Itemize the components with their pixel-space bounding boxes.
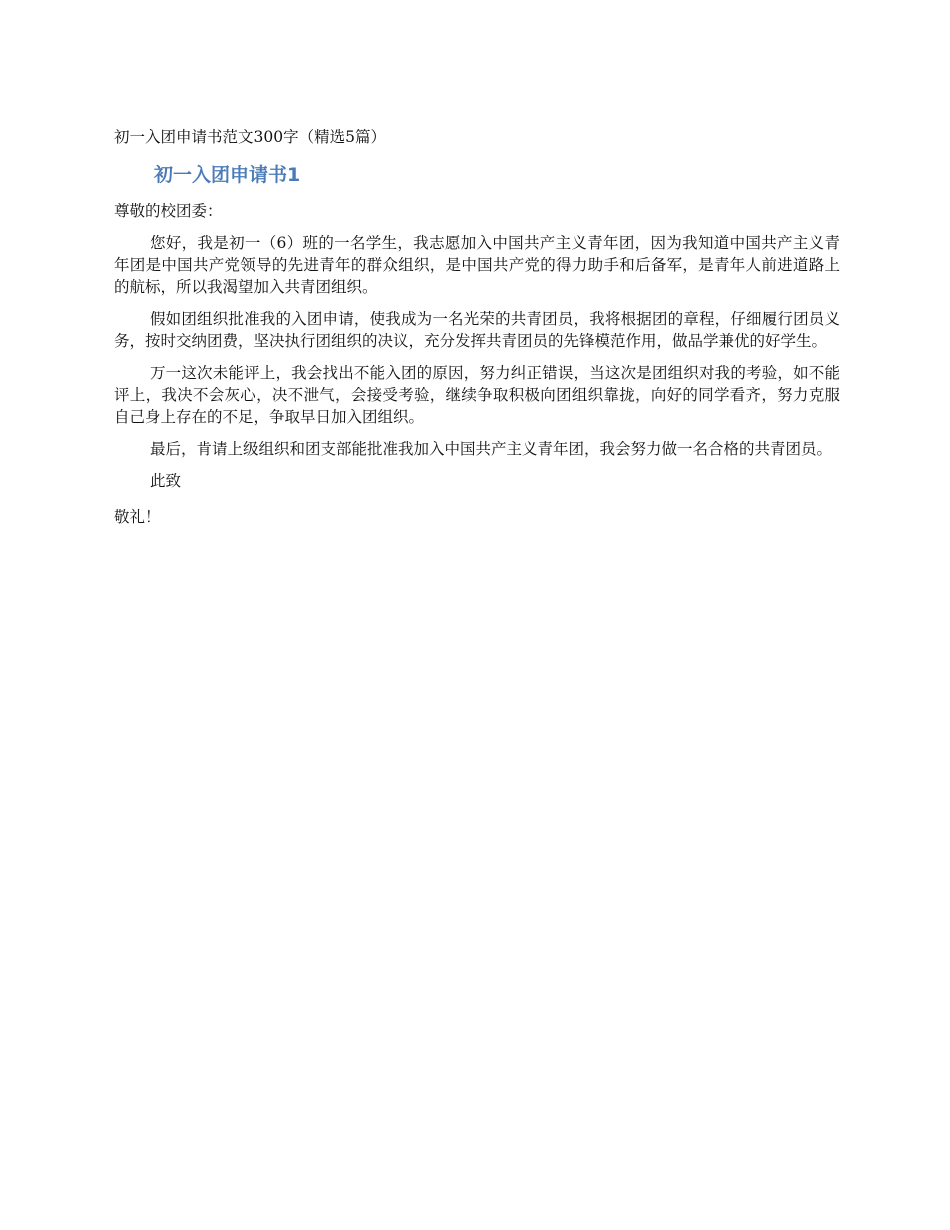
- paragraph-3: 万一这次未能评上，我会找出不能入团的原因，努力纠正错误，当这次是团组织对我的考验，如不能评上，我决不会灰心，决不泄气，会接受考验，继续争取积极向团组织靠拢，向好的同学看齐，努力克服自己身上存在的不足，争取早日加入团组织。: [114, 364, 840, 426]
- document-body: [114, 126, 840, 528]
- paragraph-1: 您好，我是初一（6）班的一名学生，我志愿加入中国共产主义青年团，因为我知道中国共产主义青年团是中国共产党领导的先进青年的群众组织，是中国共产党的得力助手和后备军，是青年人前进道路上的航标，所以我渴望加入共青团组织。: [114, 234, 840, 296]
- section-heading: 初一入团申请书1: [154, 164, 301, 186]
- salutation: 尊敬的校团委：: [114, 202, 223, 220]
- paragraph-4: 最后，肯请上级组织和团支部能批准我加入中国共产主义青年团，我会努力做一名合格的共青团员。: [150, 440, 833, 458]
- signoff-line: 敬礼！: [114, 508, 161, 526]
- document-title: 初一入团申请书范文300字（精选5篇）: [114, 128, 386, 146]
- closing-line: 此致: [150, 472, 182, 490]
- paragraph-2: 假如团组织批准我的入团申请，使我成为一名光荣的共青团员，我将根据团的章程，仔细履行团员义务，按时交纳团费，坚决执行团组织的决议，充分发挥共青团员的先锋模范作用，做品学兼优的好学生。: [114, 310, 840, 350]
